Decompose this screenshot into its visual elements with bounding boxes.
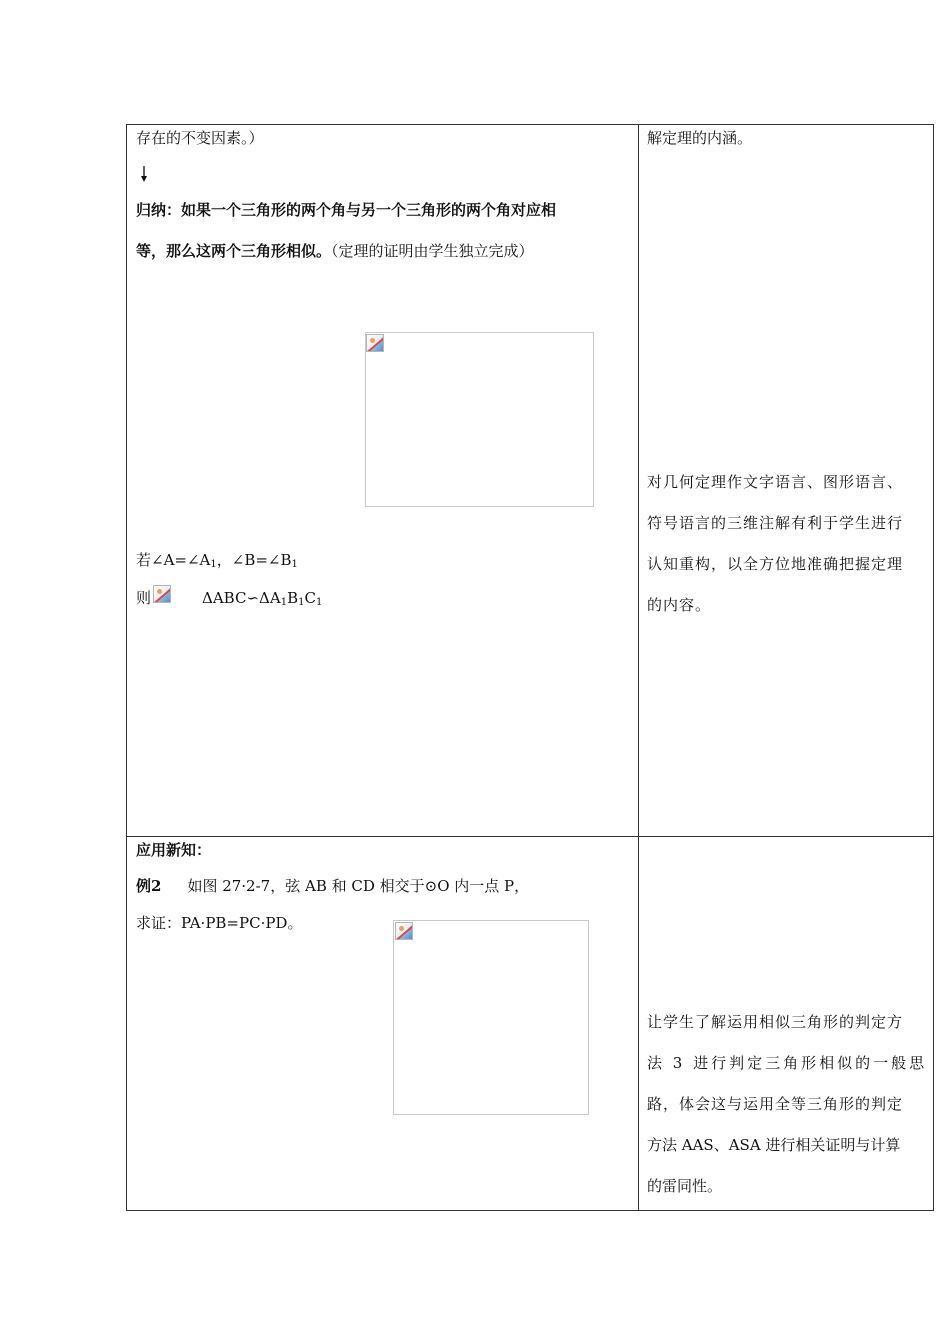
condition-prefix: 若∠A=∠A bbox=[136, 551, 211, 569]
conclusion-formula bbox=[202, 588, 322, 613]
broken-image-icon bbox=[366, 334, 384, 352]
example-text: 如图 27·2-7，弦 AB 和 CD 相交于⊙O 内一点 P， bbox=[187, 877, 530, 895]
formula-c: C bbox=[304, 589, 316, 607]
continued-text: 存在的不变因素。） bbox=[136, 129, 264, 147]
conclusion-prefix: 则 bbox=[136, 589, 152, 607]
right2-line-4: 方法 AAS、ASA 进行相关证明与计算 bbox=[647, 1136, 901, 1154]
formula-sub-c: 1 bbox=[315, 597, 323, 608]
summary-note: （定理的证明由学生独立完成） bbox=[331, 242, 534, 260]
right-para-line-3: 认知重构，以全方位地准确把握定理 bbox=[647, 555, 904, 573]
right-para-line-1: 对几何定理作文字语言、图形语言、 bbox=[647, 473, 904, 491]
example-line bbox=[136, 876, 529, 896]
right2-line-2: 法 3 进行判定三角形相似的一般思 bbox=[647, 1054, 928, 1072]
condition-sub-1: 1 bbox=[210, 559, 217, 570]
formula-sub-a: 1 bbox=[280, 597, 288, 608]
broken-image-icon bbox=[153, 585, 171, 603]
right2-line-1: 让学生了解运用相似三角形的判定方 bbox=[647, 1013, 904, 1031]
triangle-figure-image bbox=[365, 332, 594, 507]
broken-image-icon bbox=[395, 922, 413, 940]
summary-line-1: 归纳：如果一个三角形的两个角与另一个三角形的两个角对应相 bbox=[136, 201, 557, 219]
down-arrow-icon bbox=[138, 164, 150, 184]
prove-line: 求证：PA·PB=PC·PD。 bbox=[136, 914, 303, 932]
example-label: 例2 bbox=[136, 877, 162, 895]
formula-pre: ΔABC∽ΔA bbox=[202, 589, 281, 607]
right-para-line-4: 的内容。 bbox=[647, 596, 712, 614]
formula-b: B bbox=[287, 589, 299, 607]
right2-line-5: 的雷同性。 bbox=[647, 1177, 723, 1195]
right2-line-3: 路，体会这与运用全等三角形的判定 bbox=[647, 1095, 904, 1113]
summary-line-2-bold: 等，那么这两个三角形相似。 bbox=[136, 242, 332, 260]
section-heading: 应用新知： bbox=[136, 841, 212, 859]
condition-mid: ，∠B=∠B bbox=[216, 551, 292, 569]
formula-sub-b: 1 bbox=[298, 597, 305, 608]
summary-line-2 bbox=[136, 241, 534, 261]
condition-sub-2: 1 bbox=[291, 559, 298, 570]
right-para-line-2: 符号语言的三维注解有利于学生进行 bbox=[647, 514, 904, 532]
circle-figure-image bbox=[393, 920, 589, 1115]
condition-line bbox=[136, 550, 298, 575]
right-line-1: 解定理的内涵。 bbox=[647, 129, 753, 147]
